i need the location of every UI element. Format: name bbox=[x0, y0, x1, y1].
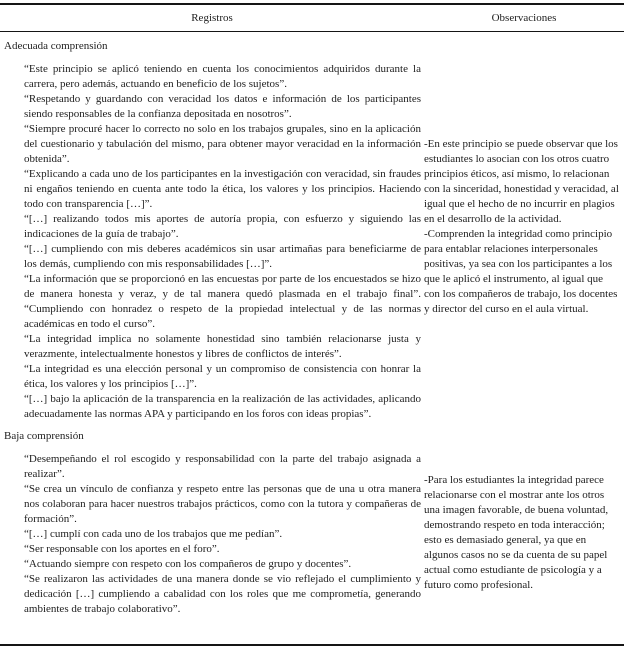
table-header-row bbox=[0, 5, 624, 31]
quote-text: “[…] bajo la aplicación de la transparencia en la realización de las actividades, aplicando adecuadamente las normas APA y participando en los foros con ideas propias”. bbox=[24, 393, 421, 420]
section-baja-comprension bbox=[0, 422, 624, 644]
quote-text: “[…] cumpliendo con mis deberes académicos sin usar artimañas para beneficiarme de los demás, cumpliendo con mis responsabilidades […]”. bbox=[24, 243, 421, 270]
column-header-observaciones: Observaciones bbox=[491, 11, 557, 24]
quote-text: “La integridad implica no solamente honestidad sino también relacionarse justa y verazmente, intelectualmente honestos y libres de conflictos de interés”. bbox=[24, 333, 421, 360]
quote-text: “Desempeñando el rol escogido y responsabilidad con la parte del trabajo asignada a realizar”. bbox=[24, 453, 421, 480]
observations-block bbox=[424, 137, 624, 317]
section-title: Baja comprensión bbox=[4, 430, 84, 442]
quote-text: “Siempre procuré hacer lo correcto no solo en los trabajos grupales, sino en la aplicación del cuestionario y tabulación del mismo, para obtener mayor veracidad en la información obtenida”. bbox=[24, 123, 421, 165]
quote-text: “Explicando a cada uno de los participantes en la investigación con veracidad, sin fraudes ni engaños teniendo en cuenta ante todo la ética, los valores y los principios. Haciendo todo con transparencia […]”. bbox=[24, 168, 421, 210]
quotes-list bbox=[0, 62, 424, 422]
quotes-list bbox=[0, 452, 424, 617]
registros-cell bbox=[0, 32, 424, 422]
quote-text: “La integridad es una elección personal y un compromiso de consistencia con honrar la ética, los valores y los principios […]”. bbox=[24, 363, 421, 390]
observaciones-cell bbox=[424, 422, 624, 644]
quote-text: “Este principio se aplicó teniendo en cuenta los conocimientos adquiridos durante la carrera, pero además, actuando en beneficio de los sujetos”. bbox=[24, 63, 421, 90]
quote-text: “[…] realizando todos mis aportes de autoría propia, con esfuerzo y siguiendo las indicaciones de la guía de trabajo”. bbox=[24, 213, 421, 240]
quote-text: “[…] cumplí con cada uno de los trabajos que me pedían”. bbox=[24, 528, 283, 540]
observation-text: -Para los estudiantes la integridad parece relacionarse con el mostrar ante los otros una imagen favorable, de buena voluntad, demostrando respeto en toda interacción; esto es demasiado general, ya que en algunos casos no se da cuenta de su papel actual como estudiante de psicología y a futuro como profesional. bbox=[424, 474, 609, 591]
table-bottom-rule bbox=[0, 644, 624, 646]
registros-cell bbox=[0, 422, 424, 644]
quote-text: “Ser responsable con los aportes en el foro”. bbox=[24, 543, 220, 555]
quote-text: “Se realizaron las actividades de una manera donde se vio reflejado el cumplimiento y dedicación […] cumpliendo a cabalidad con los roles que me comprometía, generando ambientes de trabajo colaborativo”. bbox=[24, 573, 421, 615]
observation-text: -Comprenden la integridad como principio para entablar relaciones interpersonales positivas, ya sea con los participantes a los que le aplicó el instrumento, al igual que con los compañeros de trabajo, los docentes y director del curso en el aula virtual. bbox=[424, 228, 618, 315]
quote-text: “Actuando siempre con respeto con los compañeros de grupo y docentes”. bbox=[24, 558, 352, 570]
quote-text: “Se crea un vínculo de confianza y respeto entre las personas que de una u otra manera nos colaboran para hacer nuestros trabajos prácticos, como con la tutora y compañeras de formación”. bbox=[24, 483, 421, 525]
quote-text: “Respetando y guardando con veracidad los datos e información de los participantes siendo responsables de la confianza depositada en nosotros”. bbox=[24, 93, 421, 120]
column-header-registros: Registros bbox=[191, 11, 233, 24]
section-adecuada-comprension bbox=[0, 32, 624, 422]
observations-block bbox=[424, 473, 624, 593]
observation-text: -En este principio se puede observar que los estudiantes lo asocian con los otros cuatro principios éticos, así mismo, lo relacionan con la sinceridad, honestidad y veracidad, al igual que el hecho de no incurrir en plagios en el desarrollo de la actividad. bbox=[424, 138, 619, 225]
observaciones-cell bbox=[424, 32, 624, 422]
quote-text: “La información que se proporcionó en las encuestas por parte de los encuestados se hizo de manera honesta y veraz, y de tal manera quedó plasmada en el trabajo final”. “Cumpliendo con honradez o respeto de la propiedad intelectual y de las normas académicas en todo el curso”. bbox=[24, 273, 421, 330]
section-title: Adecuada comprensión bbox=[4, 40, 108, 52]
